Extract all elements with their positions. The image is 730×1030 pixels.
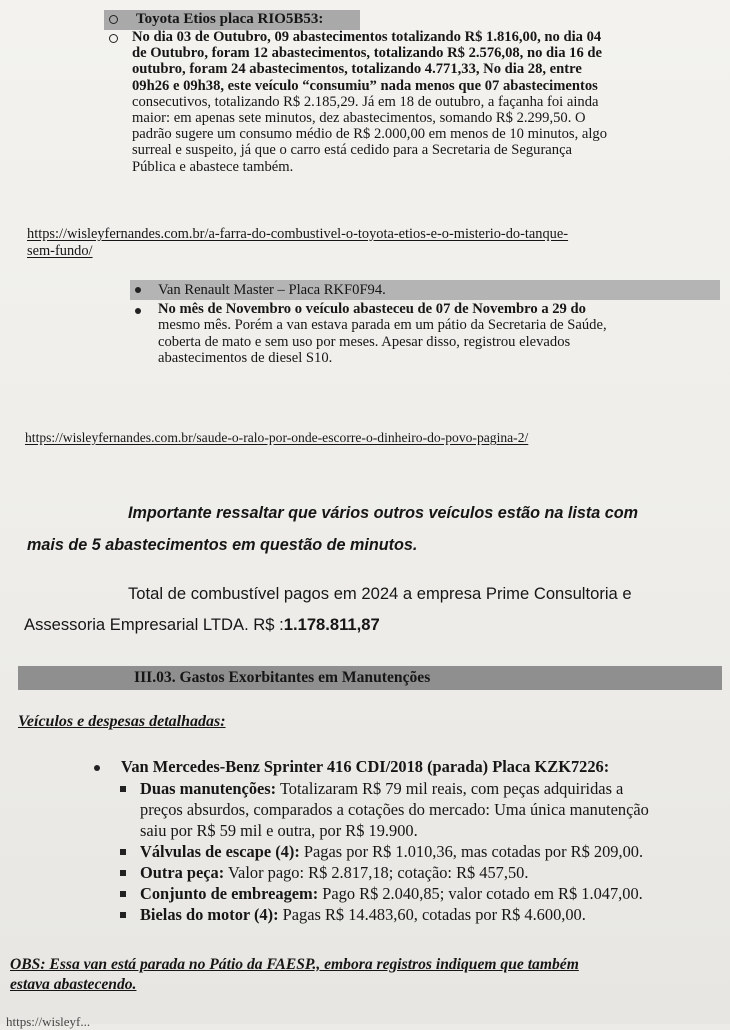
van-renault-title: Van Renault Master – Placa RKF0F94. bbox=[158, 282, 386, 298]
van-renault-line: mesmo mês. Porém a van estava parada em um pátio da Secretaria de Saúde, bbox=[158, 317, 607, 334]
article-link[interactable] bbox=[27, 226, 568, 260]
van-mercedes-title: Van Mercedes-Benz Sprinter 416 CDI/2018 (parada) Placa KZK7226: bbox=[121, 757, 610, 776]
item-label: Outra peça: bbox=[140, 863, 225, 882]
item-label: Duas manutenções: bbox=[140, 779, 277, 798]
bullet-square bbox=[120, 912, 126, 918]
link-line[interactable]: https://wisleyfernandes.com.br/a-farra-do-combustivel-o-toyota-etios-e-o-misterio-do-tanque- bbox=[27, 226, 569, 242]
item-label: Conjunto de embreagem: bbox=[140, 884, 319, 903]
list-item bbox=[140, 862, 720, 883]
bullet-dot bbox=[135, 287, 141, 293]
list-item-cont: saiu por R$ 59 mil e outra, por R$ 19.900. bbox=[140, 821, 418, 840]
toyota-line: padrão sugere um consumo médio de R$ 2.000,00 em menos de 10 minutos, algo bbox=[132, 126, 608, 143]
van-renault-paragraph bbox=[158, 301, 718, 367]
obs-note bbox=[10, 955, 725, 995]
mercedes-items bbox=[140, 778, 720, 925]
total-text bbox=[24, 615, 380, 635]
item-text: Pagas R$ 14.483,60, cotadas por R$ 4.600,00. bbox=[278, 905, 586, 924]
bullet-circle bbox=[109, 15, 118, 24]
toyota-line: maior: em apenas sete minutos, dez abastecimentos, somando R$ 2.299,50. O bbox=[132, 110, 586, 127]
list-item bbox=[140, 778, 720, 799]
bullet-dot bbox=[94, 765, 100, 771]
bullet-square bbox=[120, 891, 126, 897]
van-renault-line: No mês de Novembro o veículo abasteceu de 07 de Novembro a 29 do bbox=[158, 301, 586, 317]
obs-line: estava abastecendo. bbox=[10, 976, 137, 993]
item-label: Bielas do motor (4): bbox=[140, 905, 279, 924]
list-item-cont: preços absurdos, comparados a cotações do mercado: Uma única manutenção bbox=[140, 800, 649, 819]
link-line[interactable]: sem-fundo/ bbox=[27, 243, 93, 259]
toyota-line: de Outubro, foram 12 abastecimentos, totalizando R$ 2.576,08, no dia 16 de bbox=[132, 45, 602, 62]
total-prefix: Assessoria Empresarial LTDA. R$ : bbox=[24, 615, 284, 634]
list-item bbox=[140, 883, 720, 904]
bullet-square bbox=[120, 870, 126, 876]
total-value: 1.178.811,87 bbox=[283, 615, 380, 634]
section-title: III.03. Gastos Exorbitantes em Manutenções bbox=[134, 669, 431, 686]
toyota-line: No dia 03 de Outubro, 09 abastecimentos totalizando R$ 1.816,00, no dia 04 bbox=[132, 29, 602, 45]
highlight-text: mais de 5 abastecimentos em questão de minutos. bbox=[27, 536, 418, 554]
item-text: Pagas por R$ 1.010,36, mas cotadas por R$ 209,00. bbox=[299, 842, 644, 861]
footer-fragment: https://wisleyf... bbox=[6, 1014, 91, 1029]
toyota-line: 09h26 e 09h38, este veículo “consumiu” nada menos que 07 abastecimentos bbox=[132, 77, 598, 94]
item-text: Pago R$ 2.040,85; valor cotado em R$ 1.047,00. bbox=[318, 884, 643, 903]
article-link[interactable]: https://wisleyfernandes.com.br/saude-o-ralo-por-onde-escorre-o-dinheiro-do-povo-pagina-2/ bbox=[25, 430, 529, 445]
total-text: Total de combustível pagos em 2024 a empresa Prime Consultoria e bbox=[128, 584, 632, 603]
highlight-text: Importante ressaltar que vários outros veículos estão na lista com bbox=[128, 504, 639, 522]
obs-line: OBS: Essa van está parada no Pátio da FAESP., embora registros indiquem que também bbox=[10, 956, 579, 973]
bullet-circle bbox=[109, 34, 118, 43]
bullet-square bbox=[120, 849, 126, 855]
subtitle: Veículos e despesas detalhadas: bbox=[18, 713, 226, 730]
list-item bbox=[140, 841, 720, 862]
bullet-dot bbox=[135, 308, 141, 314]
toyota-line: consecutivos, totalizando R$ 2.185,29. Já em 18 de outubro, a façanha foi ainda bbox=[132, 93, 599, 110]
toyota-paragraph bbox=[132, 29, 712, 175]
item-text: Totalizaram R$ 79 mil reais, com peças adquiridas a bbox=[276, 779, 624, 798]
list-item bbox=[140, 904, 720, 925]
toyota-line: surreal e suspeito, já que o carro está cedido para a Secretaria de Segurança bbox=[132, 142, 573, 159]
item-label: Válvulas de escape (4): bbox=[140, 842, 300, 861]
item-text: Valor pago: R$ 2.817,18; cotação: R$ 457,50. bbox=[224, 863, 529, 882]
van-renault-line: abastecimentos de diesel S10. bbox=[158, 350, 333, 367]
bullet-square bbox=[120, 786, 126, 792]
toyota-title: Toyota Etios placa RIO5B53: bbox=[136, 11, 324, 27]
van-renault-line: coberta de mato e sem uso por meses. Apesar disso, registrou elevados bbox=[158, 333, 571, 350]
toyota-line: Pública e abastece também. bbox=[132, 158, 294, 175]
toyota-line: outubro, foram 24 abastecimentos, totalizando 4.771,33, No dia 28, entre bbox=[132, 61, 582, 78]
